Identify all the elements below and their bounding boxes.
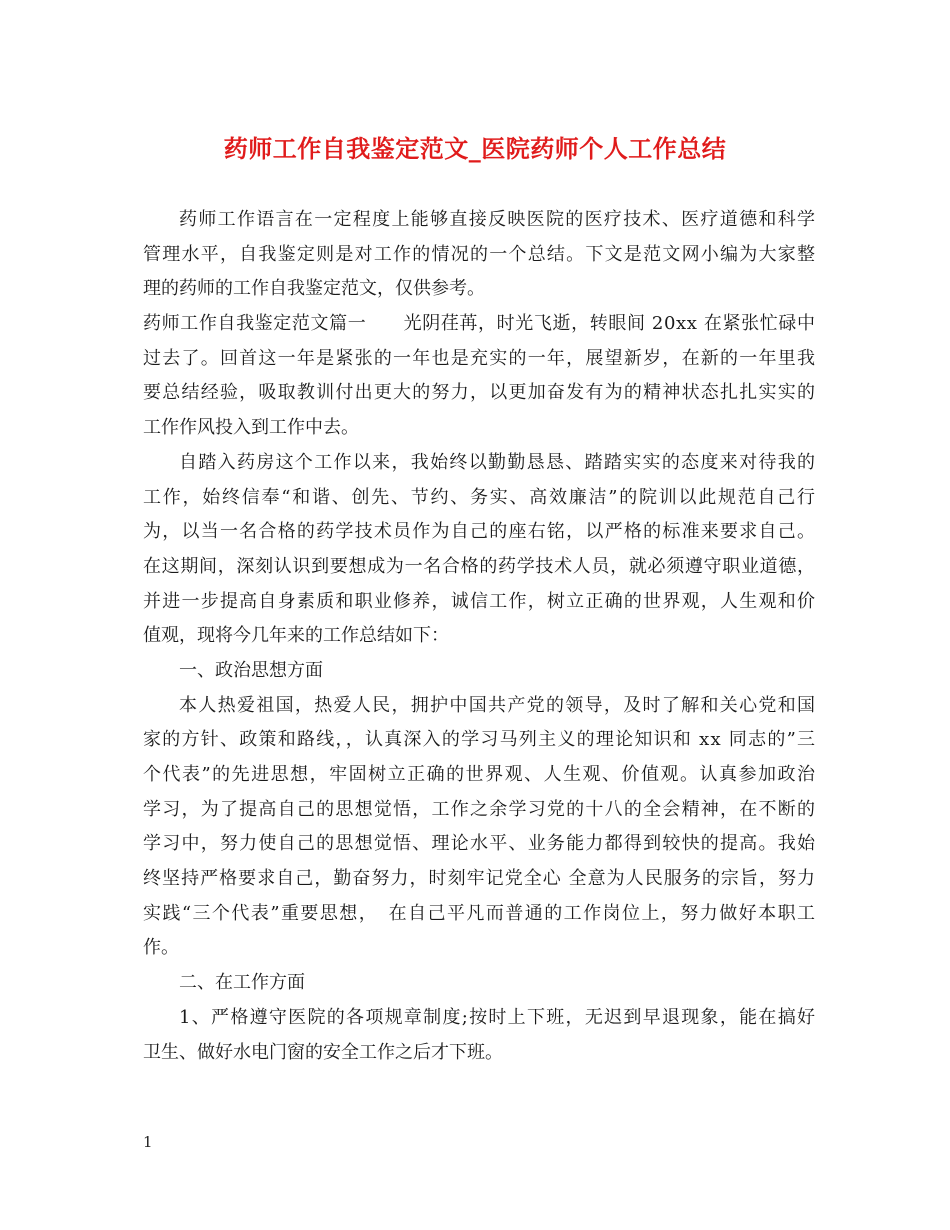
paragraph-line: 卫生、做好水电门窗的安全工作之后才下班。 [143, 1041, 503, 1063]
paragraph-line: 作。 [143, 937, 179, 959]
paragraph-line: 家的方针、政策和路线，，认真深入的学习马列主义的理论知识和 xx 同志的”三 [143, 729, 817, 751]
document-body [143, 203, 815, 1070]
paragraph-line: 药师工作语言在一定程度上能够直接反映医院的医疗技术、医疗道德和科学 [179, 209, 817, 230]
paragraph-line: 管理水平，自我鉴定则是对工作的情况的一个总结。下文是范文网小编为大家整 [143, 243, 817, 265]
paragraph-line: 终坚持严格要求自己，勤奋努力，时刻牢记党全心 全意为人民服务的宗旨，努力 [143, 868, 817, 890]
document-title: 药师工作自我鉴定范文_医院药师个人工作总结 [223, 134, 727, 163]
paragraph-line: 一、政治思想方面 [179, 659, 323, 681]
paragraph-line: 实践“三个代表”重要思想， 在自己平凡而普通的工作岗位上，努力做好本职工 [143, 902, 817, 924]
paragraph-line: 个代表”的先进思想，牢固树立正确的世界观、人生观、价值观。认真参加政治 [143, 764, 817, 785]
paragraph-line: 自踏入药房这个工作以来，我始终以勤勤恳恳、踏踏实实的态度来对待我的 [179, 451, 817, 473]
paragraph-line: 学习，为了提高自己的思想觉悟，工作之余学习党的十八的全会精神，在不断的 [143, 798, 817, 820]
paragraph-line: 理的药师的工作自我鉴定范文，仅供参考。 [143, 278, 485, 300]
paragraph-line: 值观，现将今几年来的工作总结如下： [143, 625, 449, 647]
paragraph-line: 二、在工作方面 [179, 972, 305, 994]
paragraph-line: 学习中，努力使自己的思想觉悟、理论水平、业务能力都得到较快的提高。我始 [143, 833, 817, 855]
paragraph-line: 并进一步提高自身素质和职业修养，诚信工作，树立正确的世界观，人生观和价 [143, 590, 817, 612]
paragraph-line: 工作作风投入到工作中去。 [143, 417, 359, 439]
paragraph-line: 本人热爱祖国，热爱人民，拥护中国共产党的领导，及时了解和关心党和国 [179, 694, 817, 716]
paragraph-line: 过去了。回首这一年是紧张的一年也是充实的一年，展望新岁，在新的一年里我 [143, 347, 817, 369]
paragraph-line: 药师工作自我鉴定范文篇一 光阴荏苒，时光飞逝，转眼间 20xx 在紧张忙碌中 [143, 313, 816, 335]
paragraph-line: 要总结经验，吸取教训付出更大的努力，以更加奋发有为的精神状态扎扎实实的 [143, 382, 817, 404]
page-number: 1 [143, 1133, 153, 1151]
paragraph-line: 1、严格遵守医院的各项规章制度;按时上下班，无迟到早退现象，能在搞好 [179, 1006, 817, 1028]
paragraph-line: 在这期间，深刻认识到要想成为一名合格的药学技术人员，就必须遵守职业道德， [143, 555, 816, 577]
paragraph-line: 为，以当一名合格的药学技术员作为自己的座右铭，以严格的标准来要求自己。 [143, 521, 817, 543]
paragraph-line: 工作，始终信奉“和谐、创先、节约、务实、高效廉洁”的院训以此规范自己行 [143, 486, 817, 508]
